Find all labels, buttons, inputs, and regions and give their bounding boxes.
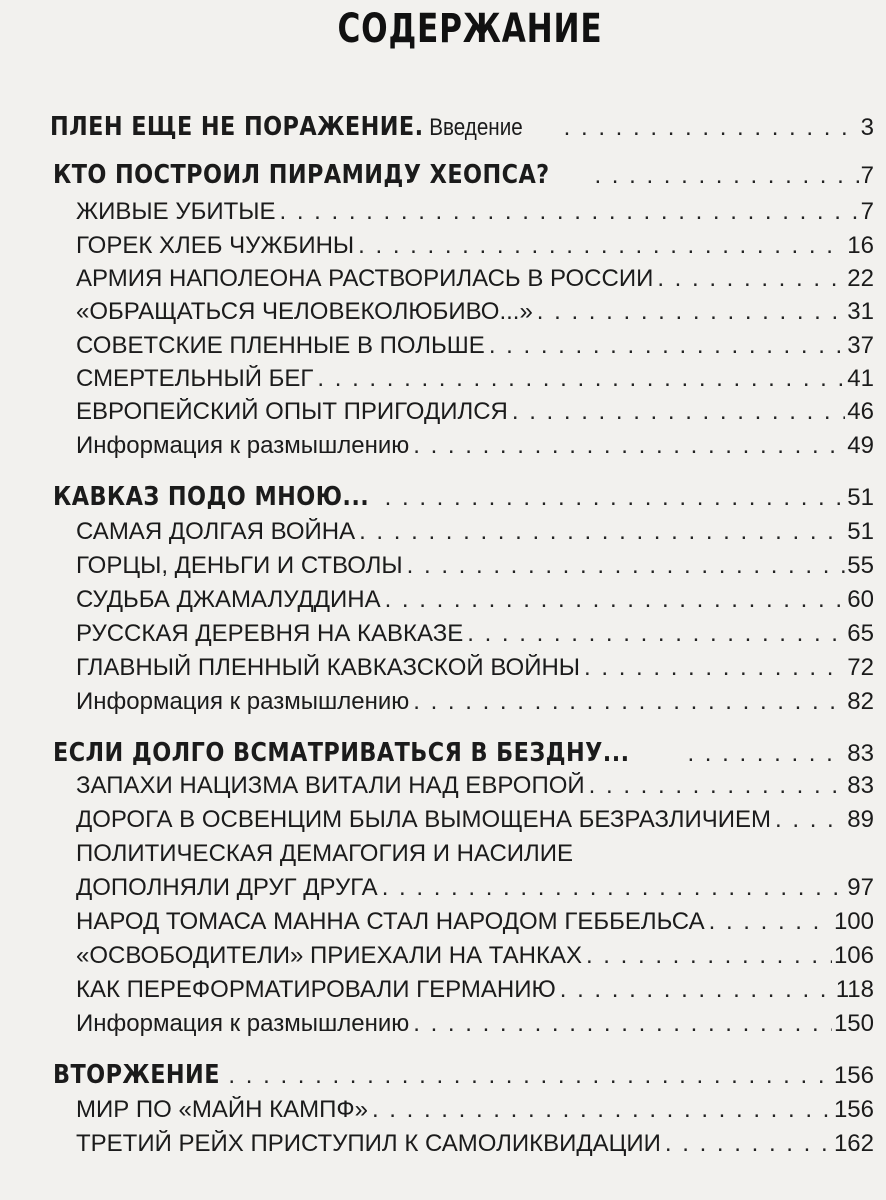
toc-entry[interactable]: [76, 586, 874, 614]
toc-entry-page: 65: [847, 620, 874, 647]
toc-entry-page: 156: [833, 1062, 874, 1089]
leader-dots: [467, 620, 845, 648]
toc-entry-page: 7: [860, 162, 874, 189]
leader-dots: [564, 114, 859, 142]
toc-entry[interactable]: [76, 398, 874, 426]
leader-dots: [382, 874, 846, 902]
leader-dots: [280, 198, 859, 226]
leader-dots: [489, 332, 845, 360]
leader-dots: [413, 688, 845, 716]
toc-entry-title: САМАЯ ДОЛГАЯ ВОЙНА: [76, 518, 356, 545]
toc-entry-title: ПЛЕН ЕЩЕ НЕ ПОРАЖЕНИЕ.: [50, 112, 424, 142]
toc-entry-title: НАРОД ТОМАСА МАННА СТАЛ НАРОДОМ ГЕББЕЛЬСА: [76, 908, 705, 935]
toc-entry-page: 49: [847, 432, 874, 459]
toc-entry-title: ЕСЛИ ДОЛГО ВСМАТРИВАТЬСЯ В БЕЗДНУ...: [53, 738, 630, 768]
toc-entry-page: 3: [860, 114, 874, 141]
toc-entry-title: ДОРОГА В ОСВЕНЦИМ БЫЛА ВЫМОЩЕНА БЕЗРАЗЛИЧИЕМ: [76, 806, 772, 833]
toc-entry[interactable]: [76, 332, 874, 360]
leader-dots: [317, 365, 845, 393]
toc-entry-continued[interactable]: [76, 840, 874, 868]
toc-entry-section[interactable]: [53, 1060, 874, 1090]
toc-entry-title: КАВКАЗ ПОДО МНОЮ...: [53, 482, 370, 512]
toc-entry-title: ЕВРОПЕЙСКИЙ ОПЫТ ПРИГОДИЛСЯ: [76, 398, 508, 425]
toc-entry-title: РУССКАЯ ДЕРЕВНЯ НА КАВКАЗЕ: [76, 620, 464, 647]
toc-entry-title: МИР ПО «МАЙН КАМПФ»: [76, 1096, 368, 1123]
toc-entry-title: ВТОРЖЕНИЕ: [53, 1060, 220, 1090]
toc-entry-title: СОВЕТСКИЕ ПЛЕННЫЕ В ПОЛЬШЕ: [76, 332, 485, 359]
toc-entry-page: 72: [847, 654, 874, 681]
toc-entry-page: 162: [833, 1130, 874, 1157]
toc-entry-title: СУДЬБА ДЖАМАЛУДДИНА: [76, 586, 381, 613]
toc-entry[interactable]: [76, 772, 874, 800]
toc-entry-page: 118: [835, 976, 874, 1003]
toc-entry[interactable]: [76, 1096, 874, 1124]
toc-entry-page: 41: [847, 365, 874, 392]
leader-dots: [594, 162, 858, 190]
leader-dots: [657, 265, 845, 293]
leader-dots: [385, 484, 846, 512]
leader-dots: [413, 432, 845, 460]
toc-entry-suffix: Введение: [423, 114, 523, 141]
leader-dots: [211, 1062, 832, 1090]
leader-dots: [385, 586, 846, 614]
toc-entry-section[interactable]: [53, 160, 874, 190]
toc-entry-page: 55: [847, 552, 874, 579]
leader-dots: [584, 654, 845, 682]
toc-entry[interactable]: [76, 518, 874, 546]
toc-entry-section[interactable]: [53, 738, 874, 768]
toc-entry-title: КТО ПОСТРОИЛ ПИРАМИДУ ХЕОПСА?: [53, 160, 550, 190]
toc-entry-title: ПОЛИТИЧЕСКАЯ ДЕМАГОГИЯ И НАСИЛИЕ: [76, 840, 574, 867]
leader-dots: [560, 976, 834, 1004]
toc-entry-page: 83: [847, 740, 874, 767]
toc-entry[interactable]: [76, 1130, 874, 1158]
leader-dots: [372, 1096, 832, 1124]
toc-entry[interactable]: [76, 908, 874, 936]
toc-entry[interactable]: [76, 806, 874, 834]
toc-entry[interactable]: [76, 654, 874, 682]
leader-dots: [665, 1130, 832, 1158]
toc-entry-page: 37: [847, 332, 874, 359]
toc-entry-section[interactable]: [53, 482, 874, 512]
toc-entry-title: ЗАПАХИ НАЦИЗМА ВИТАЛИ НАД ЕВРОПОЙ: [76, 772, 585, 799]
toc-entry[interactable]: [76, 365, 874, 393]
leader-dots: [589, 772, 846, 800]
leader-dots: [512, 398, 845, 426]
toc-entry-title: ГЛАВНЫЙ ПЛЕННЫЙ КАВКАЗСКОЙ ВОЙНЫ: [76, 654, 581, 681]
toc-entry[interactable]: [76, 942, 874, 970]
toc-entry[interactable]: [76, 232, 874, 260]
toc-entry-page: 156: [833, 1096, 874, 1123]
toc-entry-page: 150: [833, 1010, 874, 1037]
toc-entry[interactable]: [76, 432, 874, 460]
toc-entry-title: СМЕРТЕЛЬНЫЙ БЕГ: [76, 365, 314, 392]
leader-dots: [359, 518, 845, 546]
toc-entry-title: «ОБРАЩАТЬСЯ ЧЕЛОВЕКОЛЮБИВО...»: [76, 298, 533, 325]
toc-entry[interactable]: [76, 874, 874, 902]
toc-entry-title: Информация к размышлению: [76, 1010, 410, 1037]
toc-entry-title: «ОСВОБОДИТЕЛИ» ПРИЕХАЛИ НА ТАНКАХ: [76, 942, 582, 969]
toc-entry-page: 51: [847, 518, 874, 545]
toc-entry[interactable]: [76, 198, 874, 226]
toc-entry-title: ЖИВЫЕ УБИТЫЕ: [76, 198, 276, 225]
leader-dots: [687, 740, 845, 768]
leader-dots: [775, 806, 845, 834]
toc-entry-page: 22: [847, 265, 874, 292]
page-title: СОДЕРЖАНИЕ: [337, 6, 603, 52]
leader-dots: [586, 942, 832, 970]
toc-entry-page: 31: [847, 298, 874, 325]
toc-entry-page: 100: [833, 908, 874, 935]
toc-entry-page: 46: [847, 398, 874, 425]
toc-entry-title: ДОПОЛНЯЛИ ДРУГ ДРУГА: [76, 874, 378, 901]
toc-entry-section[interactable]: [50, 112, 874, 142]
toc-entry-title: ГОРЕК ХЛЕБ ЧУЖБИНЫ: [76, 232, 355, 259]
leader-dots: [709, 908, 832, 936]
toc-entry-title: ГОРЦЫ, ДЕНЬГИ И СТВОЛЫ: [76, 552, 403, 579]
toc-entry-title: КАК ПЕРЕФОРМАТИРОВАЛИ ГЕРМАНИЮ: [76, 976, 556, 1003]
toc-entry-title: ТРЕТИЙ РЕЙХ ПРИСТУПИЛ К САМОЛИКВИДАЦИИ: [76, 1130, 661, 1157]
toc-entry-page: 16: [847, 232, 874, 259]
toc-entry[interactable]: [76, 552, 874, 580]
toc-entry[interactable]: [76, 976, 874, 1004]
toc-entry[interactable]: [76, 688, 874, 716]
leader-dots: [537, 298, 846, 326]
leader-dots: [413, 1010, 832, 1038]
toc-entry[interactable]: [76, 265, 874, 293]
toc-entry-page: 82: [847, 688, 874, 715]
toc-entry-page: 106: [833, 942, 874, 969]
toc-entry-page: 97: [847, 874, 874, 901]
toc-entry-title: Информация к размышлению: [76, 688, 410, 715]
toc-entry[interactable]: [76, 298, 874, 326]
toc-entry[interactable]: [76, 1010, 874, 1038]
toc-entry-page: 7: [860, 198, 874, 225]
toc-entry-page: 83: [847, 772, 874, 799]
toc-entry[interactable]: [76, 620, 874, 648]
toc-entry-title: Информация к размышлению: [76, 432, 410, 459]
toc-entry-page: 51: [847, 484, 874, 511]
toc-entry-title: АРМИЯ НАПОЛЕОНА РАСТВОРИЛАСЬ В РОССИИ: [76, 265, 654, 292]
toc-entry-page: 89: [847, 806, 874, 833]
toc-entry-page: 60: [847, 586, 874, 613]
leader-dots: [358, 232, 845, 260]
leader-dots: [407, 552, 846, 580]
